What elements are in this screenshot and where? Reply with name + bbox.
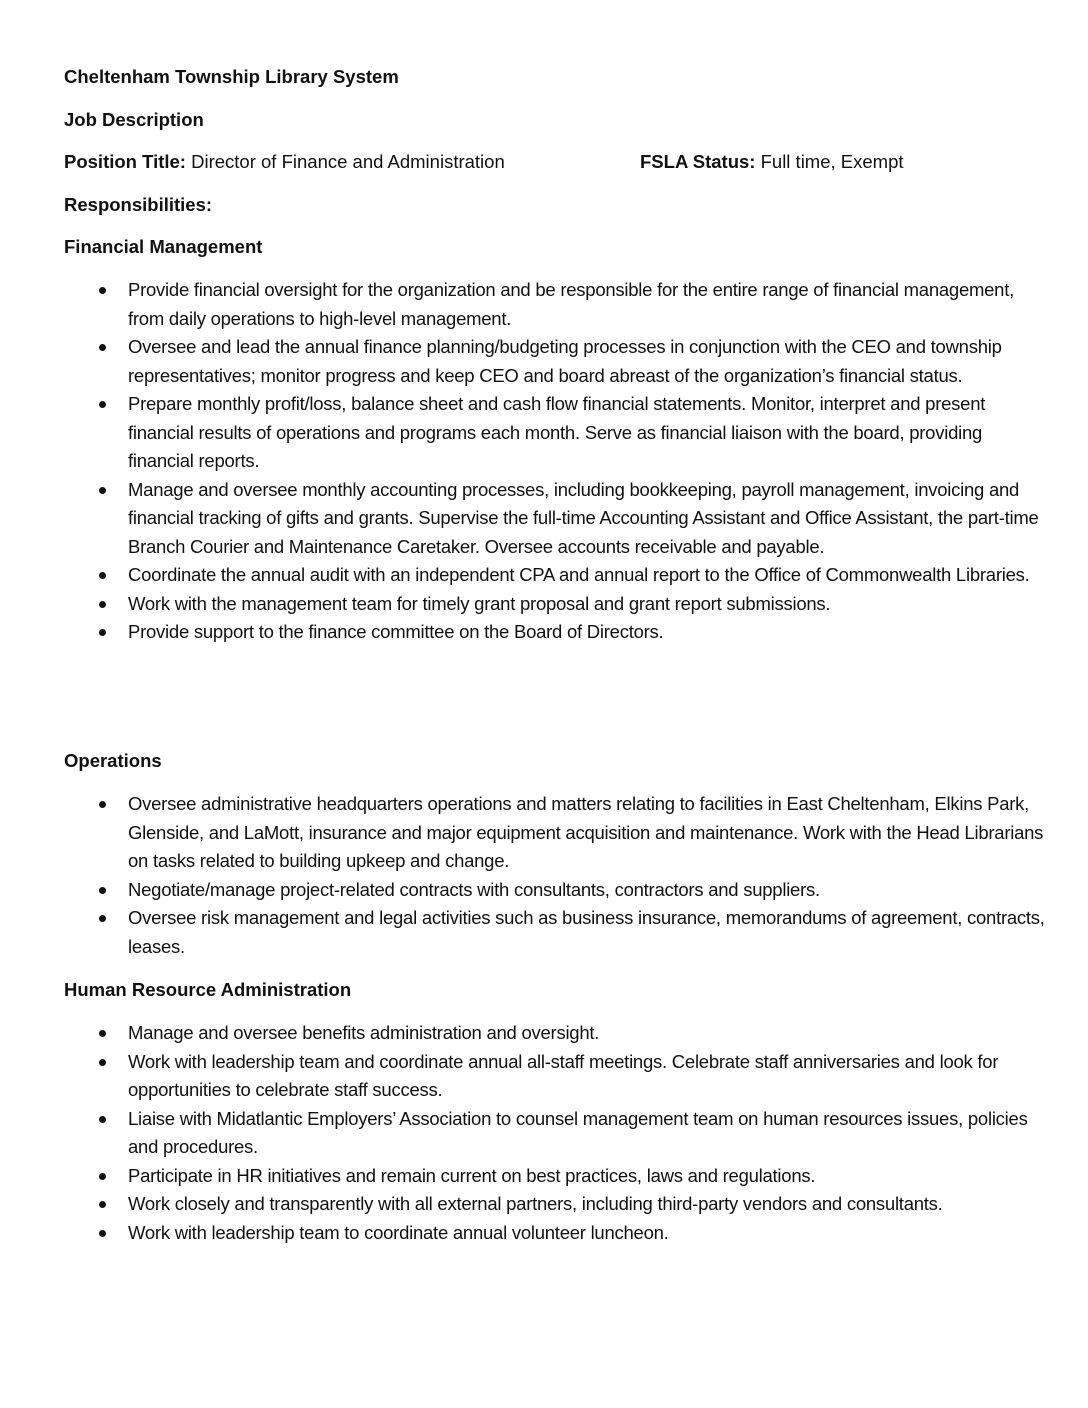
list-item: Oversee administrative headquarters operations and matters relating to facilities in East Cheltenham, Elkins Park, Glenside, and LaMott, insurance and major equipment acquisition and maintenance. Work with the Head Librarians on tasks related to building upkeep and change. (0, 790, 1088, 876)
list-item: Work with leadership team and coordinate annual all-staff meetings. Celebrate staff anniversaries and look for opportunities to celebrate staff success. (0, 1048, 1088, 1105)
operations-list (0, 790, 1088, 961)
list-item: Coordinate the annual audit with an independent CPA and annual report to the Office of Commonwealth Libraries. (0, 561, 1088, 590)
list-item: Oversee and lead the annual finance planning/budgeting processes in conjunction with the CEO and township representatives; monitor progress and keep CEO and board abreast of the organization’s financial status. (0, 333, 1088, 390)
list-item: Prepare monthly profit/loss, balance sheet and cash flow financial statements. Monitor, interpret and present financial results of operations and programs each month. Serve as financial liaison with the board, providing financial reports. (0, 390, 1088, 476)
bullet-icon (99, 601, 106, 608)
bullet-icon (99, 487, 106, 494)
bullet-icon (99, 287, 106, 294)
list-item: Work with the management team for timely grant proposal and grant report submissions. (0, 590, 1088, 619)
list-item: Provide financial oversight for the organization and be responsible for the entire range of financial management, from daily operations to high-level management. (0, 276, 1088, 333)
bullet-icon (99, 1201, 106, 1208)
fsla-status-label: FSLA Status: (640, 151, 756, 172)
position-title-row (64, 148, 505, 177)
list-item: Provide support to the finance committee on the Board of Directors. (0, 618, 1088, 647)
human-resource-list (0, 1019, 1088, 1247)
bullet-icon (99, 572, 106, 579)
position-title-label: Position Title: (64, 151, 186, 172)
bullet-icon (99, 887, 106, 894)
bullet-icon (99, 1116, 106, 1123)
bullet-icon (99, 1030, 106, 1037)
list-item: Negotiate/manage project-related contracts with consultants, contractors and suppliers. (0, 876, 1088, 905)
bullet-icon (99, 1173, 106, 1180)
list-item: Participate in HR initiatives and remain current on best practices, laws and regulations. (0, 1162, 1088, 1191)
fsla-status-row (640, 148, 904, 177)
list-item: Manage and oversee monthly accounting processes, including bookkeeping, payroll management, invoicing and financial tracking of gifts and grants. Supervise the full-time Accounting Assistant and Office Assistant, the part-time Branch Courier and Maintenance Caretaker. Oversee accounts receivable and payable. (0, 476, 1088, 562)
responsibilities-heading: Responsibilities: (64, 194, 213, 215)
bullet-icon (99, 915, 106, 922)
fsla-status-value: Full time, Exempt (760, 151, 904, 172)
bullet-icon (99, 1059, 106, 1066)
list-item: Work closely and transparently with all external partners, including third-party vendors and consultants. (0, 1190, 1088, 1219)
financial-management-list (0, 276, 1088, 647)
list-item: Manage and oversee benefits administration and oversight. (0, 1019, 1088, 1048)
section-heading-human-resource-administration: Human Resource Administration (64, 979, 352, 1000)
bullet-icon (99, 801, 106, 808)
document-type-heading: Job Description (64, 109, 204, 130)
position-title-value: Director of Finance and Administration (191, 151, 505, 172)
organization-title: Cheltenham Township Library System (64, 66, 399, 87)
section-heading-operations: Operations (64, 750, 162, 771)
list-item: Liaise with Midatlantic Employers’ Association to counsel management team on human resources issues, policies and procedures. (0, 1105, 1088, 1162)
bullet-icon (99, 629, 106, 636)
bullet-icon (99, 1230, 106, 1237)
bullet-icon (99, 344, 106, 351)
list-item: Work with leadership team to coordinate annual volunteer luncheon. (0, 1219, 1088, 1248)
section-heading-financial-management: Financial Management (64, 236, 263, 257)
bullet-icon (99, 401, 106, 408)
list-item: Oversee risk management and legal activities such as business insurance, memorandums of agreement, contracts, leases. (0, 904, 1088, 961)
